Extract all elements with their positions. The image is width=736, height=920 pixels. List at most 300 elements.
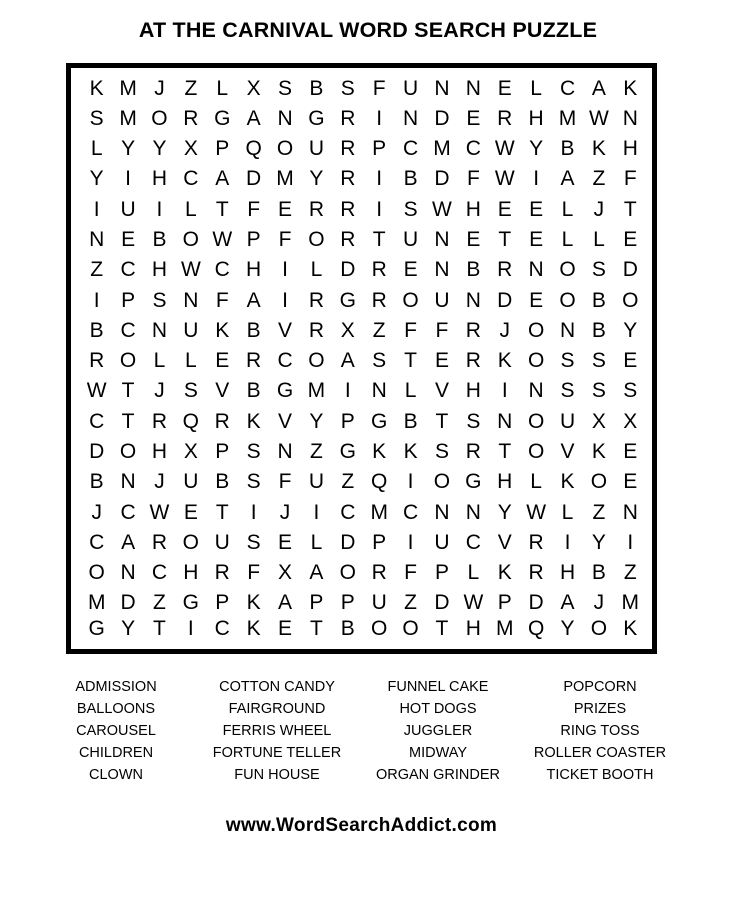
grid-letter: K	[246, 409, 261, 433]
grid-letter: F	[247, 197, 261, 221]
grid-letter: O	[527, 409, 545, 433]
grid-letter: B	[309, 76, 324, 100]
word-list-column	[198, 676, 356, 786]
grid-letter: A	[309, 561, 324, 585]
grid-letter: I	[501, 379, 508, 403]
grid-letter: A	[215, 167, 230, 191]
grid-letter: P	[309, 591, 324, 615]
grid-letter: B	[591, 288, 606, 312]
grid-letter: I	[344, 379, 351, 403]
grid-letter: Y	[309, 167, 324, 191]
grid-letter: O	[119, 439, 137, 463]
grid-letter: Z	[310, 439, 323, 463]
grid-letter: N	[183, 288, 199, 312]
grid-letter: J	[279, 500, 291, 524]
word-list-item: JUGGLER	[403, 723, 473, 739]
grid-letter: H	[497, 470, 513, 494]
grid-letter: C	[89, 409, 105, 433]
grid-letter: N	[120, 561, 136, 585]
grid-letter: P	[215, 137, 230, 161]
grid-letter: R	[465, 318, 481, 342]
grid-letter: C	[277, 349, 293, 373]
grid-letter: C	[402, 500, 419, 524]
grid-letter: F	[278, 228, 292, 252]
grid-letter: N	[434, 76, 450, 100]
grid-letter: J	[593, 591, 605, 615]
grid-letter: T	[372, 228, 386, 252]
grid-letter: N	[559, 318, 576, 342]
grid-letter: T	[121, 409, 135, 433]
grid-letter: I	[627, 530, 634, 554]
grid-letter: I	[376, 167, 383, 191]
grid-letter: W	[432, 197, 452, 221]
grid-letter: O	[151, 106, 168, 130]
grid-letter: W	[589, 106, 609, 130]
grid-letter: R	[340, 167, 356, 191]
grid-letter: N	[277, 439, 293, 463]
grid-letter: D	[434, 591, 450, 615]
grid-letter: Q	[371, 470, 388, 494]
grid-letter: C	[214, 258, 230, 282]
grid-letter: M	[495, 617, 514, 640]
grid-letter: X	[340, 318, 355, 342]
grid-letter: I	[533, 167, 540, 191]
grid-letter: W	[149, 500, 170, 524]
grid-letter: C	[183, 167, 199, 191]
grid-letter: V	[215, 379, 230, 403]
grid-letter: Z	[341, 470, 355, 494]
word-list-item: CHILDREN	[78, 745, 154, 761]
word-list-item: RING TOSS	[560, 723, 640, 739]
grid-letter: B	[591, 561, 606, 585]
grid-letter: G	[339, 439, 356, 463]
grid-letter: S	[591, 258, 606, 282]
grid-letter: E	[183, 500, 198, 524]
grid-letter: Q	[527, 617, 545, 640]
grid-letter: C	[402, 137, 419, 161]
grid-letter: T	[435, 409, 449, 433]
word-list-item: HOT DOGS	[399, 701, 477, 717]
grid-letter: S	[560, 349, 575, 373]
grid-letter: I	[250, 500, 257, 524]
grid-letter: H	[151, 258, 168, 282]
grid-letter: E	[529, 288, 544, 312]
grid-letter: O	[308, 228, 325, 252]
grid-letter: I	[93, 197, 100, 221]
grid-letter: U	[183, 470, 199, 494]
grid-letter: Z	[372, 318, 386, 342]
grid-letter: D	[120, 591, 136, 615]
grid-letter: O	[371, 617, 388, 640]
grid-letter: E	[623, 470, 638, 494]
grid-letter: E	[278, 530, 293, 554]
grid-letter: Z	[592, 500, 606, 524]
grid-letter: N	[528, 379, 544, 403]
grid-letter: Y	[121, 137, 136, 161]
grid-letter: I	[407, 530, 414, 554]
grid-letter: Y	[497, 500, 512, 524]
grid-letter: S	[403, 197, 418, 221]
grid-letter: D	[340, 530, 356, 554]
grid-letter: E	[529, 228, 544, 252]
grid-letter: N	[528, 258, 544, 282]
grid-letter: D	[528, 591, 544, 615]
grid-letter: O	[527, 349, 545, 373]
grid-letter: I	[376, 197, 383, 221]
grid-letter: B	[152, 228, 167, 252]
grid-letter: V	[278, 409, 293, 433]
grid-letter: S	[340, 76, 355, 100]
grid-letter: Q	[245, 137, 262, 161]
grid-letter: S	[183, 379, 198, 403]
grid-letter: J	[499, 318, 510, 342]
letter-grid	[81, 73, 646, 639]
grid-letter: O	[559, 288, 576, 312]
grid-letter: L	[561, 228, 574, 252]
grid-letter: R	[89, 349, 105, 373]
grid-letter: O	[527, 439, 545, 463]
grid-letter: O	[308, 349, 325, 373]
grid-letter: Q	[182, 409, 200, 433]
grid-letter: B	[89, 318, 104, 342]
grid-letter: N	[277, 106, 293, 130]
grid-letter: I	[564, 530, 571, 554]
grid-letter: L	[530, 470, 542, 494]
grid-letter: Y	[623, 318, 638, 342]
word-list-item: FORTUNE TELLER	[212, 745, 342, 761]
grid-letter: N	[622, 500, 638, 524]
grid-letter: S	[466, 409, 481, 433]
grid-letter: P	[121, 288, 136, 312]
grid-letter: N	[371, 379, 387, 403]
grid-letter: S	[278, 76, 293, 100]
grid-letter: P	[215, 439, 230, 463]
grid-letter: S	[246, 470, 261, 494]
word-list-column	[40, 676, 192, 786]
grid-letter: R	[340, 197, 356, 221]
grid-letter: T	[404, 349, 417, 373]
grid-letter: R	[246, 349, 262, 373]
grid-letter: M	[621, 591, 640, 615]
grid-letter: O	[527, 318, 545, 342]
grid-letter: K	[560, 470, 575, 494]
grid-letter: K	[246, 617, 261, 640]
grid-letter: D	[497, 288, 513, 312]
grid-letter: J	[91, 500, 102, 524]
grid-letter: G	[339, 288, 356, 312]
grid-letter: R	[528, 561, 544, 585]
grid-letter: B	[466, 258, 481, 282]
grid-letter: L	[90, 137, 103, 161]
grid-letter: C	[120, 258, 136, 282]
grid-letter: S	[89, 106, 104, 130]
grid-letter: K	[623, 617, 638, 640]
grid-letter: R	[371, 258, 387, 282]
grid-letter: I	[282, 288, 288, 312]
grid-letter: D	[89, 439, 105, 463]
grid-letter: V	[560, 439, 575, 463]
grid-letter: H	[151, 439, 168, 463]
grid-letter: U	[308, 137, 324, 161]
grid-letter: J	[154, 379, 165, 403]
word-list-item: ORGAN GRINDER	[375, 767, 501, 783]
grid-letter: C	[340, 500, 356, 524]
grid-letter: Y	[560, 617, 575, 640]
grid-letter: R	[308, 318, 324, 342]
grid-letter: P	[372, 137, 387, 161]
grid-letter: P	[340, 409, 355, 433]
grid-letter: D	[622, 258, 638, 282]
grid-letter: I	[187, 617, 194, 640]
grid-letter: R	[465, 439, 481, 463]
grid-letter: B	[340, 617, 355, 640]
grid-letter: R	[371, 288, 387, 312]
grid-letter: N	[434, 500, 450, 524]
grid-letter: R	[497, 106, 513, 130]
grid-letter: K	[372, 439, 387, 463]
word-list-item: ROLLER COASTER	[533, 745, 667, 761]
grid-letter: H	[465, 617, 481, 640]
word-list-item: FAIRGROUND	[228, 701, 326, 717]
grid-letter: S	[372, 349, 387, 373]
grid-letter: E	[434, 349, 449, 373]
grid-letter: H	[151, 167, 168, 191]
grid-letter: L	[216, 76, 229, 100]
grid-letter: O	[590, 470, 608, 494]
grid-letter: K	[246, 591, 261, 615]
grid-letter: F	[623, 167, 637, 191]
grid-letter: S	[152, 288, 167, 312]
grid-letter: F	[247, 561, 261, 585]
word-list-item: TICKET BOOTH	[546, 767, 654, 783]
grid-letter: R	[308, 288, 324, 312]
grid-letter: E	[121, 228, 136, 252]
grid-letter: X	[183, 137, 198, 161]
word-list-item: BALLOONS	[76, 701, 156, 717]
grid-letter: Z	[404, 591, 417, 615]
grid-letter: D	[434, 167, 450, 191]
grid-letter: S	[560, 379, 575, 403]
grid-letter: R	[151, 409, 168, 433]
grid-letter: O	[276, 137, 294, 161]
grid-letter: S	[434, 439, 449, 463]
grid-letter: I	[93, 288, 100, 312]
grid-letter: P	[246, 228, 261, 252]
grid-letter: A	[591, 76, 606, 100]
grid-letter: L	[467, 561, 480, 585]
grid-letter: H	[246, 258, 262, 282]
grid-letter: I	[156, 197, 163, 221]
grid-letter: G	[88, 617, 105, 640]
grid-letter: L	[593, 228, 605, 252]
grid-letter: O	[622, 288, 639, 312]
grid-letter: R	[340, 137, 356, 161]
grid-letter: B	[246, 318, 261, 342]
grid-letter: W	[494, 137, 515, 161]
website-footer: www.WordSearchAddict.com	[225, 815, 498, 836]
grid-letter: O	[559, 258, 576, 282]
grid-letter: T	[215, 500, 229, 524]
grid-letter: K	[497, 561, 512, 585]
grid-letter: R	[340, 228, 356, 252]
grid-letter: H	[559, 561, 576, 585]
grid-letter: A	[246, 288, 261, 312]
grid-letter: C	[120, 500, 136, 524]
grid-letter: A	[340, 349, 355, 373]
grid-letter: E	[215, 349, 230, 373]
grid-letter: O	[402, 288, 419, 312]
grid-letter: R	[340, 106, 356, 130]
grid-letter: Z	[623, 561, 637, 585]
grid-letter: J	[593, 197, 605, 221]
grid-letter: H	[465, 197, 481, 221]
grid-letter: U	[183, 318, 199, 342]
grid-letter: D	[246, 167, 262, 191]
grid-letter: T	[623, 197, 637, 221]
grid-letter: K	[215, 318, 230, 342]
grid-letter: X	[278, 561, 293, 585]
grid-letter: H	[622, 137, 638, 161]
grid-letter: R	[371, 561, 387, 585]
grid-letter: S	[246, 530, 261, 554]
grid-letter: W	[86, 379, 107, 403]
grid-letter: E	[403, 258, 418, 282]
grid-letter: V	[497, 530, 512, 554]
grid-letter: L	[310, 258, 323, 282]
grid-letter: W	[526, 500, 547, 524]
grid-letter: H	[183, 561, 199, 585]
grid-letter: U	[371, 591, 387, 615]
grid-letter: E	[497, 197, 512, 221]
grid-letter: E	[623, 349, 638, 373]
grid-letter: N	[465, 500, 481, 524]
grid-letter: C	[465, 530, 481, 554]
grid-letter: L	[530, 76, 542, 100]
grid-letter: E	[623, 228, 638, 252]
grid-letter: M	[119, 76, 137, 100]
grid-letter: G	[371, 409, 388, 433]
grid-letter: L	[153, 349, 166, 373]
grid-letter: K	[623, 76, 638, 100]
grid-letter: P	[497, 591, 512, 615]
grid-letter: V	[434, 379, 449, 403]
grid-letter: C	[120, 318, 136, 342]
grid-letter: E	[497, 76, 512, 100]
grid-letter: R	[214, 561, 230, 585]
grid-letter: E	[278, 197, 293, 221]
grid-letter: F	[278, 470, 292, 494]
grid-letter: B	[403, 409, 418, 433]
grid-letter: S	[591, 349, 606, 373]
grid-letter: T	[498, 228, 512, 252]
grid-letter: C	[214, 617, 230, 640]
grid-letter: U	[402, 228, 419, 252]
grid-letter: F	[215, 288, 229, 312]
grid-letter: O	[182, 228, 200, 252]
grid-letter: K	[497, 349, 512, 373]
grid-letter: W	[180, 258, 201, 282]
grid-letter: D	[340, 258, 356, 282]
grid-letter: K	[403, 439, 418, 463]
grid-letter: Y	[121, 617, 136, 640]
word-list-item: FERRIS WHEEL	[222, 723, 332, 739]
grid-letter: S	[591, 379, 606, 403]
grid-letter: Y	[309, 409, 324, 433]
grid-letter: S	[623, 379, 638, 403]
grid-letter: D	[434, 106, 450, 130]
grid-letter: P	[434, 561, 449, 585]
grid-letter: O	[88, 561, 105, 585]
grid-letter: L	[561, 500, 574, 524]
grid-letter: K	[591, 439, 606, 463]
grid-letter: U	[559, 409, 576, 433]
grid-letter: E	[529, 197, 544, 221]
grid-letter: C	[559, 76, 576, 100]
grid-letter: L	[310, 530, 323, 554]
grid-letter: G	[308, 106, 325, 130]
word-list-item: PRIZES	[573, 701, 627, 717]
grid-letter: O	[119, 349, 137, 373]
grid-letter: N	[465, 76, 481, 100]
grid-letter: P	[372, 530, 387, 554]
grid-letter: T	[435, 617, 449, 640]
grid-letter: L	[185, 197, 197, 221]
grid-letter: F	[435, 318, 449, 342]
grid-letter: F	[372, 76, 386, 100]
grid-letter: Z	[90, 258, 104, 282]
grid-letter: U	[434, 530, 450, 554]
word-list-column	[362, 676, 514, 786]
grid-letter: N	[434, 258, 450, 282]
grid-letter: T	[498, 439, 512, 463]
grid-letter: L	[561, 197, 574, 221]
grid-letter: I	[407, 470, 414, 494]
grid-letter: B	[89, 470, 104, 494]
grid-letter: H	[528, 106, 544, 130]
grid-letter: W	[494, 167, 515, 191]
grid-letter: I	[282, 258, 288, 282]
grid-letter: R	[528, 530, 544, 554]
grid-letter: I	[125, 167, 131, 191]
word-list-item: MIDWAY	[409, 745, 467, 761]
grid-letter: A	[278, 591, 293, 615]
grid-letter: M	[558, 106, 577, 130]
word-list-item: POPCORN	[563, 679, 637, 695]
grid-letter: E	[623, 439, 638, 463]
word-list-item: FUNNEL CAKE	[387, 679, 489, 695]
grid-letter: N	[120, 470, 136, 494]
word-list-item: FUN HOUSE	[234, 767, 320, 783]
grid-letter: R	[214, 409, 230, 433]
grid-letter: R	[465, 349, 481, 373]
grid-letter: M	[307, 379, 326, 403]
grid-letter: L	[404, 379, 417, 403]
grid-letter: O	[433, 470, 451, 494]
grid-letter: K	[89, 76, 104, 100]
grid-letter: U	[120, 197, 136, 221]
grid-letter: U	[402, 76, 419, 100]
grid-letter: B	[246, 379, 261, 403]
grid-letter: U	[308, 470, 324, 494]
grid-letter: N	[89, 228, 105, 252]
grid-letter: P	[340, 591, 355, 615]
grid-letter: R	[497, 258, 513, 282]
grid-letter: F	[466, 167, 480, 191]
grid-letter: F	[404, 561, 417, 585]
grid-letter: U	[434, 288, 450, 312]
word-list-item: ADMISSION	[75, 679, 157, 695]
grid-letter: Z	[153, 591, 166, 615]
